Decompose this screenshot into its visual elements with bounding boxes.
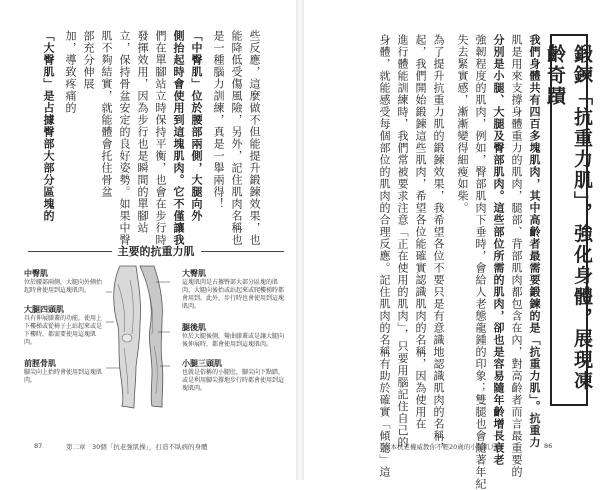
right-text-column: 分別是小腿、大腿及臀部肌肉。這些部位所需的肌肉，卻也是容易隨年齡增長衰老 — [492, 34, 505, 466]
right-text-column: 進行體能訓練時，我們常被要求注意「正在使用的肌肉」，只要用腦記住自己的 — [396, 34, 409, 449]
label-triceps-surae: 小腿三頭肌 — [182, 359, 222, 368]
right-text-column: 身體，就能感受每個部位的肌肉的合理反應。記住肌肉的名稱有助於確實「傾聽」這 — [378, 34, 391, 478]
left-text-column: 立，保持骨盆安定的良好姿勢。如果中臀 — [118, 30, 131, 246]
left-text-column: 側抬起時會使用到這塊肌肉。它不僅讓我 — [172, 30, 185, 246]
figure-heading: 主要的抗重力肌 — [22, 242, 290, 260]
right-text-column: 失去緊實感，漸漸變得細瘦如柴。 — [456, 34, 469, 214]
right-page — [304, 0, 600, 490]
left-text-column: 部充分伸展 — [82, 30, 95, 90]
desc-triceps-surae: 也就是俗稱的小腿肚，腳尖向下點踏，或是利用腳尖撐地步行時都會使用到這塊肌肉。 — [182, 369, 285, 392]
left-page-number: 87 — [34, 442, 43, 450]
left-text-column: 是一種腦力訓練，真是一舉兩得！ — [212, 30, 225, 210]
leg-muscle-illustration — [106, 262, 170, 412]
right-page-number: 86 — [544, 442, 553, 450]
desc-tibialis-anterior: 腳尖向上抬時會使用到這塊肌肉。 — [24, 369, 103, 384]
left-text-column: 肌不夠結實，就能體會托住骨盆 — [100, 30, 113, 198]
right-text-column: 為了提升抗重力肌的鍛鍊效果，我希望各位不要只是有意識地認識肌肉的名稱， — [432, 34, 445, 454]
muscle-figure — [22, 242, 290, 418]
right-text-column: 起，我們開始鍛鍊這些肌肉，希望各位能確實認識肌肉的名稱，因為使用在 — [414, 34, 427, 430]
label-gluteus-medius: 中臀肌 — [24, 269, 48, 278]
left-text-column: 能降低受傷風險，另外，記住肌肉名稱也 — [230, 30, 243, 246]
label-tibialis-anterior: 前脛骨肌 — [24, 359, 56, 368]
left-text-column: 加，導致疼痛的 — [64, 30, 77, 114]
chapter-title: 鍛鍊「抗重力肌」，強化身體，展現凍齡奇蹟 — [544, 44, 593, 392]
chapter-title-box — [544, 34, 593, 406]
book-gutter — [296, 0, 304, 480]
desc-gluteus-maximus: 這塊肌肉是占據臀部大部分區塊的肌肉，大腿向後抬或站起來或爬樓梯時都會用到。此外，步行時也會使用到這塊肌肉。 — [182, 279, 285, 310]
right-running-footer: 日本抗老權威教你不輕20歲的小腿肌力操 — [384, 443, 503, 451]
right-text-column: 強韌程度的肌肉，例如，臀部肌肉下垂時，會給人老態龍鍾的印象；雙腿也會隨著年紀 — [474, 34, 487, 490]
left-page — [0, 0, 296, 480]
desc-gluteus-medius: 位於腰部兩側，大腿向外側抬起時會使用到這塊肌肉。 — [24, 279, 103, 294]
label-gluteus-maximus: 大臀肌 — [182, 269, 206, 278]
right-text-column: 我們身體共有四百多塊肌肉，其中高齡者最需要鍛鍊的是「抗重力肌」。抗重力 — [528, 34, 541, 449]
label-hamstrings: 腿後肌 — [182, 323, 206, 332]
right-text-column: 肌是用來支撐身體重力的肌肉，腿部、背部肌肉都包含在內，對高齡者而言最重要的 — [510, 34, 523, 478]
desc-quadriceps: 具有伸展膝蓋的功能，使用上下樓梯或從椅子上站起來或是下樓時，都需要使用這塊肌肉。 — [24, 315, 103, 346]
left-text-column: 「大臀肌」是占據臀部大部分區塊的 — [42, 30, 55, 222]
left-text-column: 們在單腳站立時保持平衡，也會在步行時 — [154, 30, 167, 246]
left-text-column: 發揮效用，因為步行也是瞬間的單腳站 — [136, 30, 149, 234]
left-text-column: 「中臀肌」位於腰部兩側，大腿向外 — [190, 30, 203, 222]
left-running-footer: 第二章 30個「抗老強肌操」，打造不臥病的身體 — [66, 443, 208, 451]
label-quadriceps: 大腿四頭肌 — [24, 305, 64, 314]
left-text-column: 些反應，這麼做不但能提升鍛鍊效果，也 — [248, 30, 261, 246]
desc-hamstrings: 位於大腿後側，彎曲膝蓋或是讓大腿向後伸展時，都會使用到這塊肌肉。 — [182, 333, 285, 348]
